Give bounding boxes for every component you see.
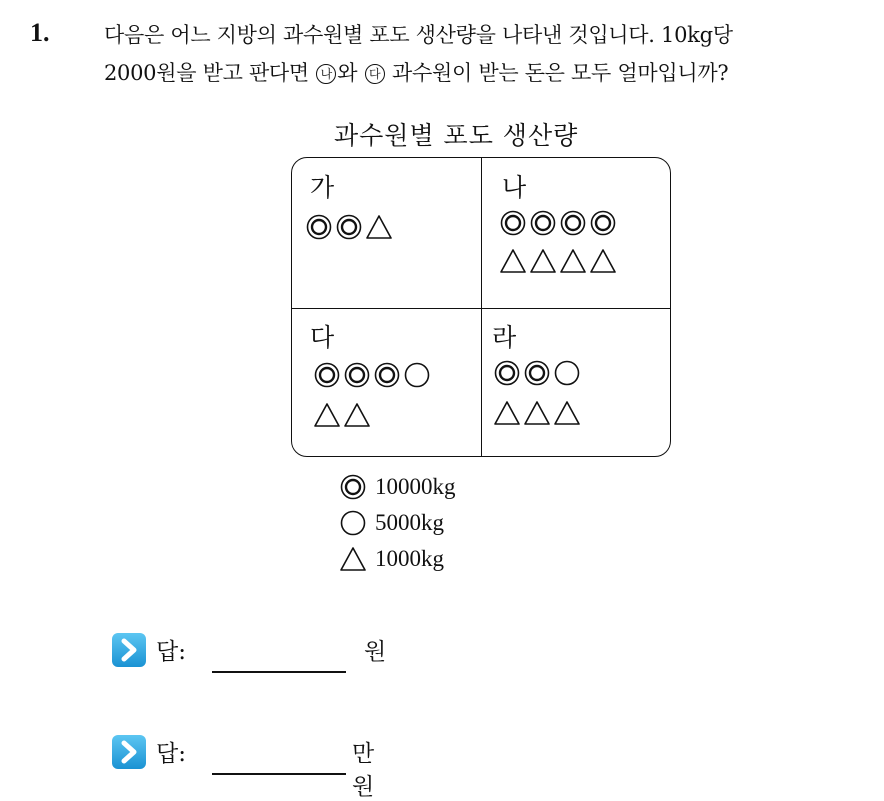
cell-symbols-da-row2 [314, 402, 374, 430]
double-circle-icon [530, 210, 556, 240]
double-circle-icon [374, 362, 400, 392]
question-text-part: 와 [337, 61, 364, 85]
cell-symbols-ra-row2 [494, 400, 584, 428]
answer-unit: 만원 [352, 741, 375, 800]
question-text-line2 [104, 57, 728, 87]
legend-text: 10000kg [375, 474, 456, 499]
question-text-part: 과수원이 받는 돈은 모두 얼마입니까? [385, 61, 729, 85]
double-circle-icon [336, 214, 362, 244]
triangle-icon [590, 248, 616, 278]
question-text-part: 2000원을 받고 판다면 [104, 61, 316, 85]
triangle-icon [340, 546, 371, 575]
triangle-icon [314, 402, 340, 432]
cell-label-ra: 라 [492, 323, 517, 352]
pictogram-table [291, 157, 671, 457]
legend-item-5000kg [340, 510, 444, 539]
cell-label-na: 나 [502, 173, 527, 202]
cell-symbols-na-row2 [500, 248, 620, 276]
answer-unit: 원 [364, 639, 387, 665]
answer-label: 답: [156, 741, 186, 767]
double-circle-icon [306, 214, 332, 244]
triangle-icon [366, 214, 392, 244]
chevron-right-icon [112, 633, 146, 667]
chevron-right-icon [112, 735, 146, 769]
cell-symbols-ga-row1 [306, 214, 396, 242]
answer-label: 답: [156, 639, 186, 665]
circle-icon [340, 510, 371, 539]
circled-marker-da: 다 [365, 64, 385, 84]
table-divider-vertical [481, 158, 482, 456]
double-circle-icon [314, 362, 340, 392]
triangle-icon [344, 402, 370, 432]
legend-text: 1000kg [375, 546, 444, 571]
legend-item-10000kg [340, 474, 456, 503]
cell-symbols-da-row1 [314, 362, 434, 390]
double-circle-icon [340, 474, 371, 503]
triangle-icon [554, 400, 580, 430]
circled-marker-na: 나 [316, 64, 336, 84]
double-circle-icon [344, 362, 370, 392]
answer-input-blank[interactable] [212, 671, 346, 673]
triangle-icon [500, 248, 526, 278]
double-circle-icon [494, 360, 520, 390]
triangle-icon [530, 248, 556, 278]
cell-symbols-na-row1 [500, 210, 620, 238]
cell-symbols-ra-row1 [494, 360, 584, 388]
cell-label-ga: 가 [310, 173, 335, 202]
cell-label-da: 다 [310, 323, 335, 352]
question-text-line1: 다음은 어느 지방의 과수원별 포도 생산량을 나타낸 것입니다. 10kg당 [104, 23, 733, 47]
triangle-icon [524, 400, 550, 430]
legend-text: 5000kg [375, 510, 444, 535]
triangle-icon [494, 400, 520, 430]
chart-title: 과수원별 포도 생산량 [334, 121, 579, 150]
circle-icon [404, 362, 430, 392]
circle-icon [554, 360, 580, 390]
table-divider-horizontal [292, 308, 670, 309]
triangle-icon [560, 248, 586, 278]
question-number: 1. [30, 18, 50, 47]
double-circle-icon [560, 210, 586, 240]
double-circle-icon [500, 210, 526, 240]
answer-input-blank[interactable] [212, 773, 346, 775]
double-circle-icon [590, 210, 616, 240]
legend-item-1000kg [340, 546, 444, 575]
double-circle-icon [524, 360, 550, 390]
